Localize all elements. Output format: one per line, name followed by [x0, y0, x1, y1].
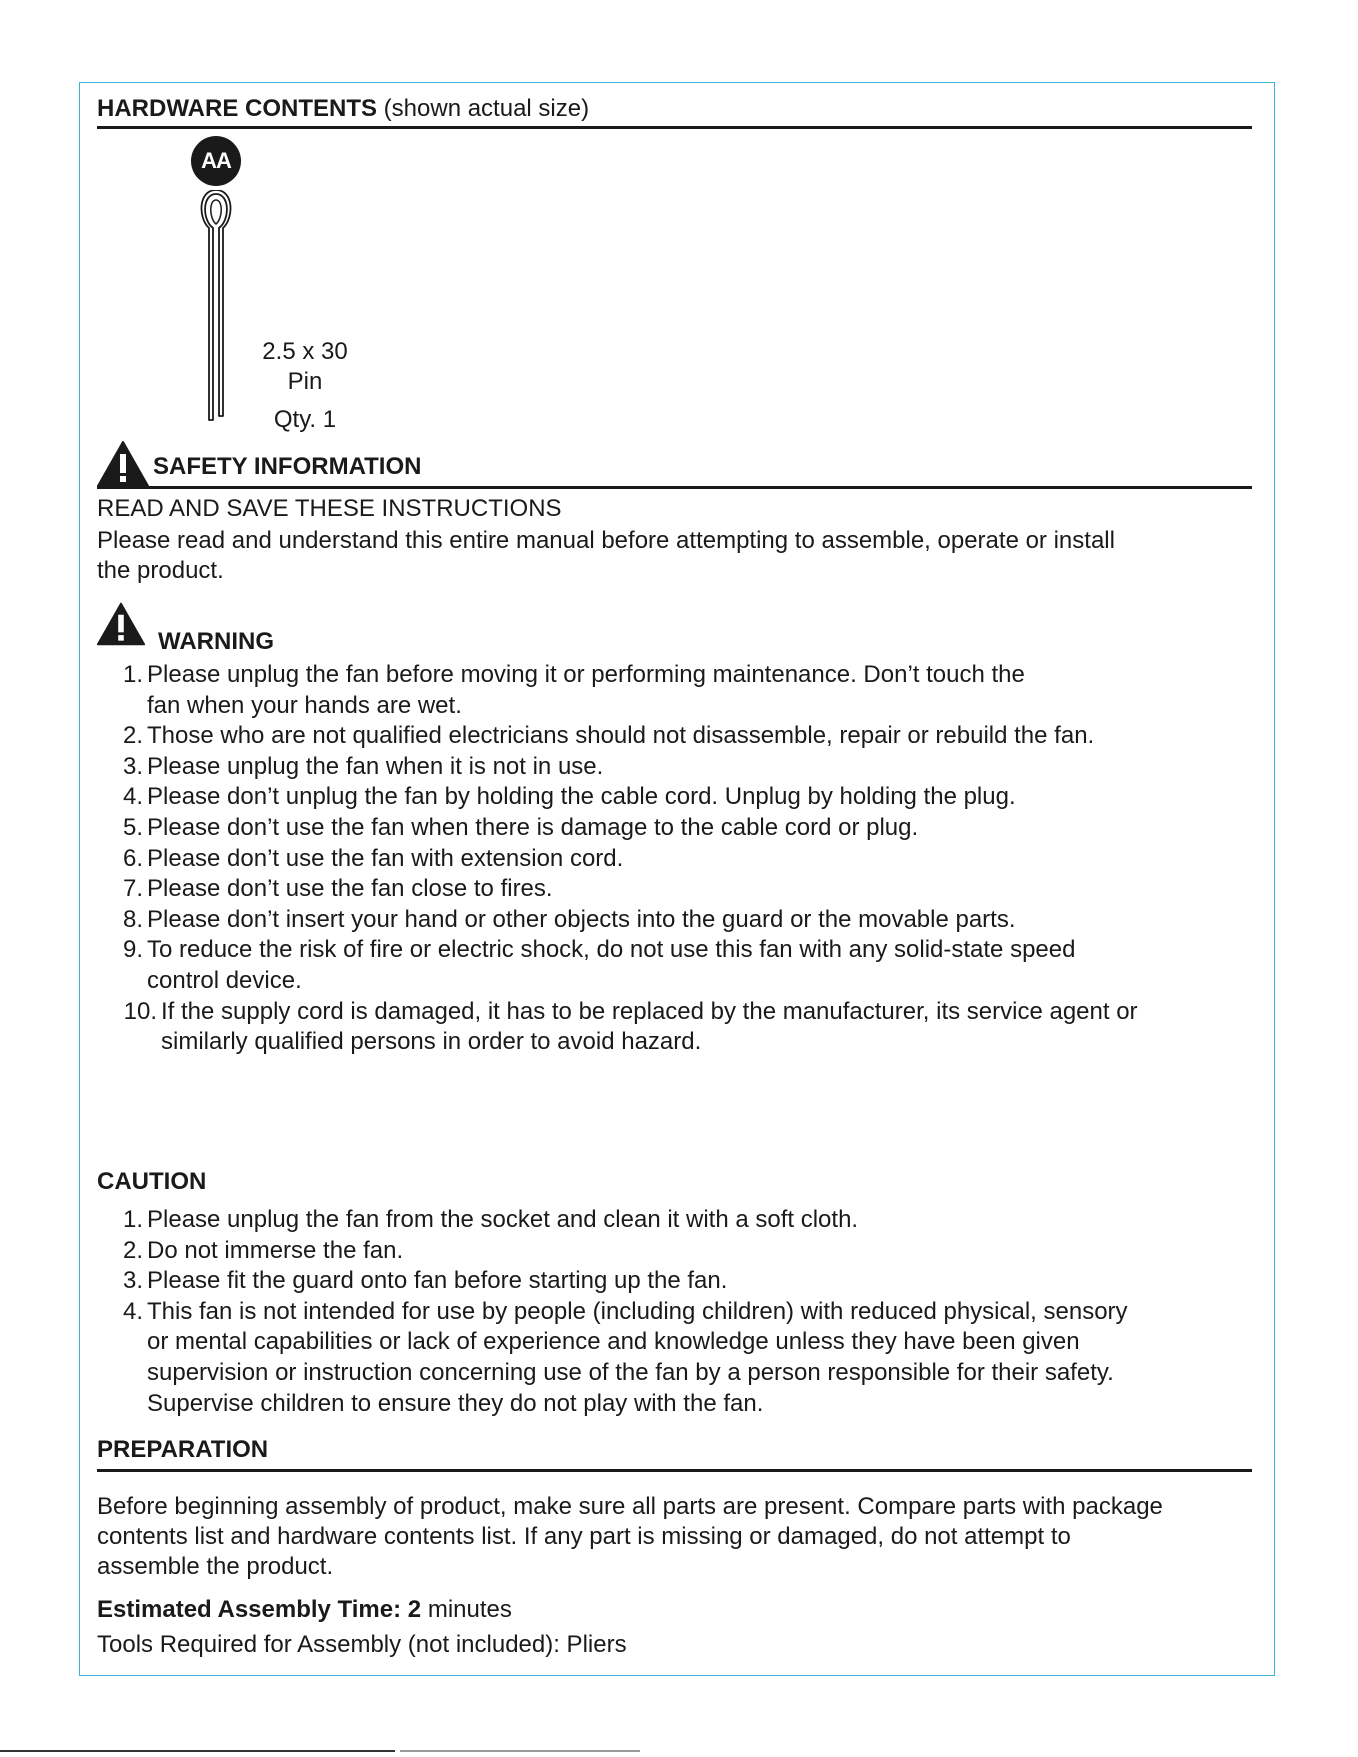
hardware-title: HARDWARE CONTENTS	[97, 95, 377, 122]
warning-item: 3. Please unplug the fan when it is not in use.	[122, 752, 604, 780]
warning-list	[97, 660, 1247, 1058]
caution-list	[97, 1205, 1247, 1419]
read-save-notice: READ AND SAVE THESE INSTRUCTIONS	[97, 495, 562, 522]
preparation-title: PREPARATION	[97, 1436, 269, 1463]
safety-intro-line-2: the product.	[97, 557, 224, 584]
safety-rule	[97, 486, 1252, 489]
safety-intro-line-1: Please read and understand this entire manual before attempting to assemble, operate or install	[97, 527, 1115, 554]
preparation-line-1: Before beginning assembly of product, make sure all parts are present. Compare parts with package	[97, 1493, 1163, 1520]
pin-name: Pin	[287, 368, 323, 395]
caution-title: CAUTION	[97, 1168, 207, 1195]
page-edge-mark	[400, 1750, 640, 1752]
tools-required: Tools Required for Assembly (not included): Pliers	[97, 1631, 627, 1658]
assembly-time-label: Estimated Assembly Time:	[97, 1596, 402, 1623]
warning-title: WARNING	[158, 628, 274, 655]
warning-item: 1. Please unplug the fan before moving it or performing maintenance. Don’t touch the fan when your hands are wet.	[122, 661, 1025, 719]
warning-item: 4. Please don’t unplug the fan by holding the cable cord. Unplug by holding the plug.	[122, 783, 1016, 811]
warning-item: 8. Please don’t insert your hand or other objects into the guard or the movable parts.	[122, 905, 1016, 933]
safety-title: SAFETY INFORMATION	[153, 453, 422, 480]
caution-item: 2. Do not immerse the fan.	[122, 1236, 404, 1264]
hardware-rule	[97, 126, 1252, 129]
warning-item: 9. To reduce the risk of fire or electric shock, do not use this fan with any solid-state speed control device.	[122, 936, 1076, 994]
caution-item: 3. Please fit the guard onto fan before starting up the fan.	[122, 1267, 728, 1295]
hardware-subtitle: (shown actual size)	[383, 95, 590, 122]
warning-triangle-icon	[96, 440, 150, 488]
warning-triangle-icon	[96, 600, 146, 648]
preparation-rule	[97, 1469, 1252, 1472]
caution-item: 1. Please unplug the fan from the socket and clean it with a soft cloth.	[122, 1206, 859, 1233]
page-edge-mark	[0, 1750, 395, 1752]
preparation-line-2: contents list and hardware contents list. If any part is missing or damaged, do not attempt to	[97, 1523, 1071, 1550]
warning-item: 5. Please don’t use the fan when there is damage to the cable cord or plug.	[122, 813, 919, 841]
part-badge: AA	[191, 136, 241, 186]
warning-item: 7. Please don’t use the fan close to fires.	[122, 875, 553, 903]
warning-item: 2. Those who are not qualified electricians should not disassemble, repair or rebuild the fan.	[122, 722, 1095, 750]
assembly-time	[97, 1595, 512, 1626]
hardware-heading	[97, 95, 589, 123]
warning-item: 6. Please don’t use the fan with extension cord.	[122, 844, 624, 872]
assembly-time-value: 2	[407, 1596, 422, 1623]
assembly-time-unit: minutes	[427, 1596, 512, 1623]
caution-item: 4. This fan is not intended for use by people (including children) with reduced physical, sensory or mental capabilities or lack of experience and knowledge unless they have been given supervision or instruction concerning use of the fan by a person responsible for their safety. Supervise children to ensure they do not play with the fan.	[122, 1297, 1128, 1417]
preparation-line-3: assemble the product.	[97, 1553, 334, 1580]
warning-item: 10. If the supply cord is damaged, it has to be replaced by the manufacturer, its service agent or similarly qualified persons in order to avoid hazard.	[123, 997, 1138, 1056]
pin-size: 2.5 x 30	[262, 338, 348, 365]
cotter-pin-icon	[198, 190, 236, 430]
pin-quantity: Qty. 1	[273, 406, 337, 433]
